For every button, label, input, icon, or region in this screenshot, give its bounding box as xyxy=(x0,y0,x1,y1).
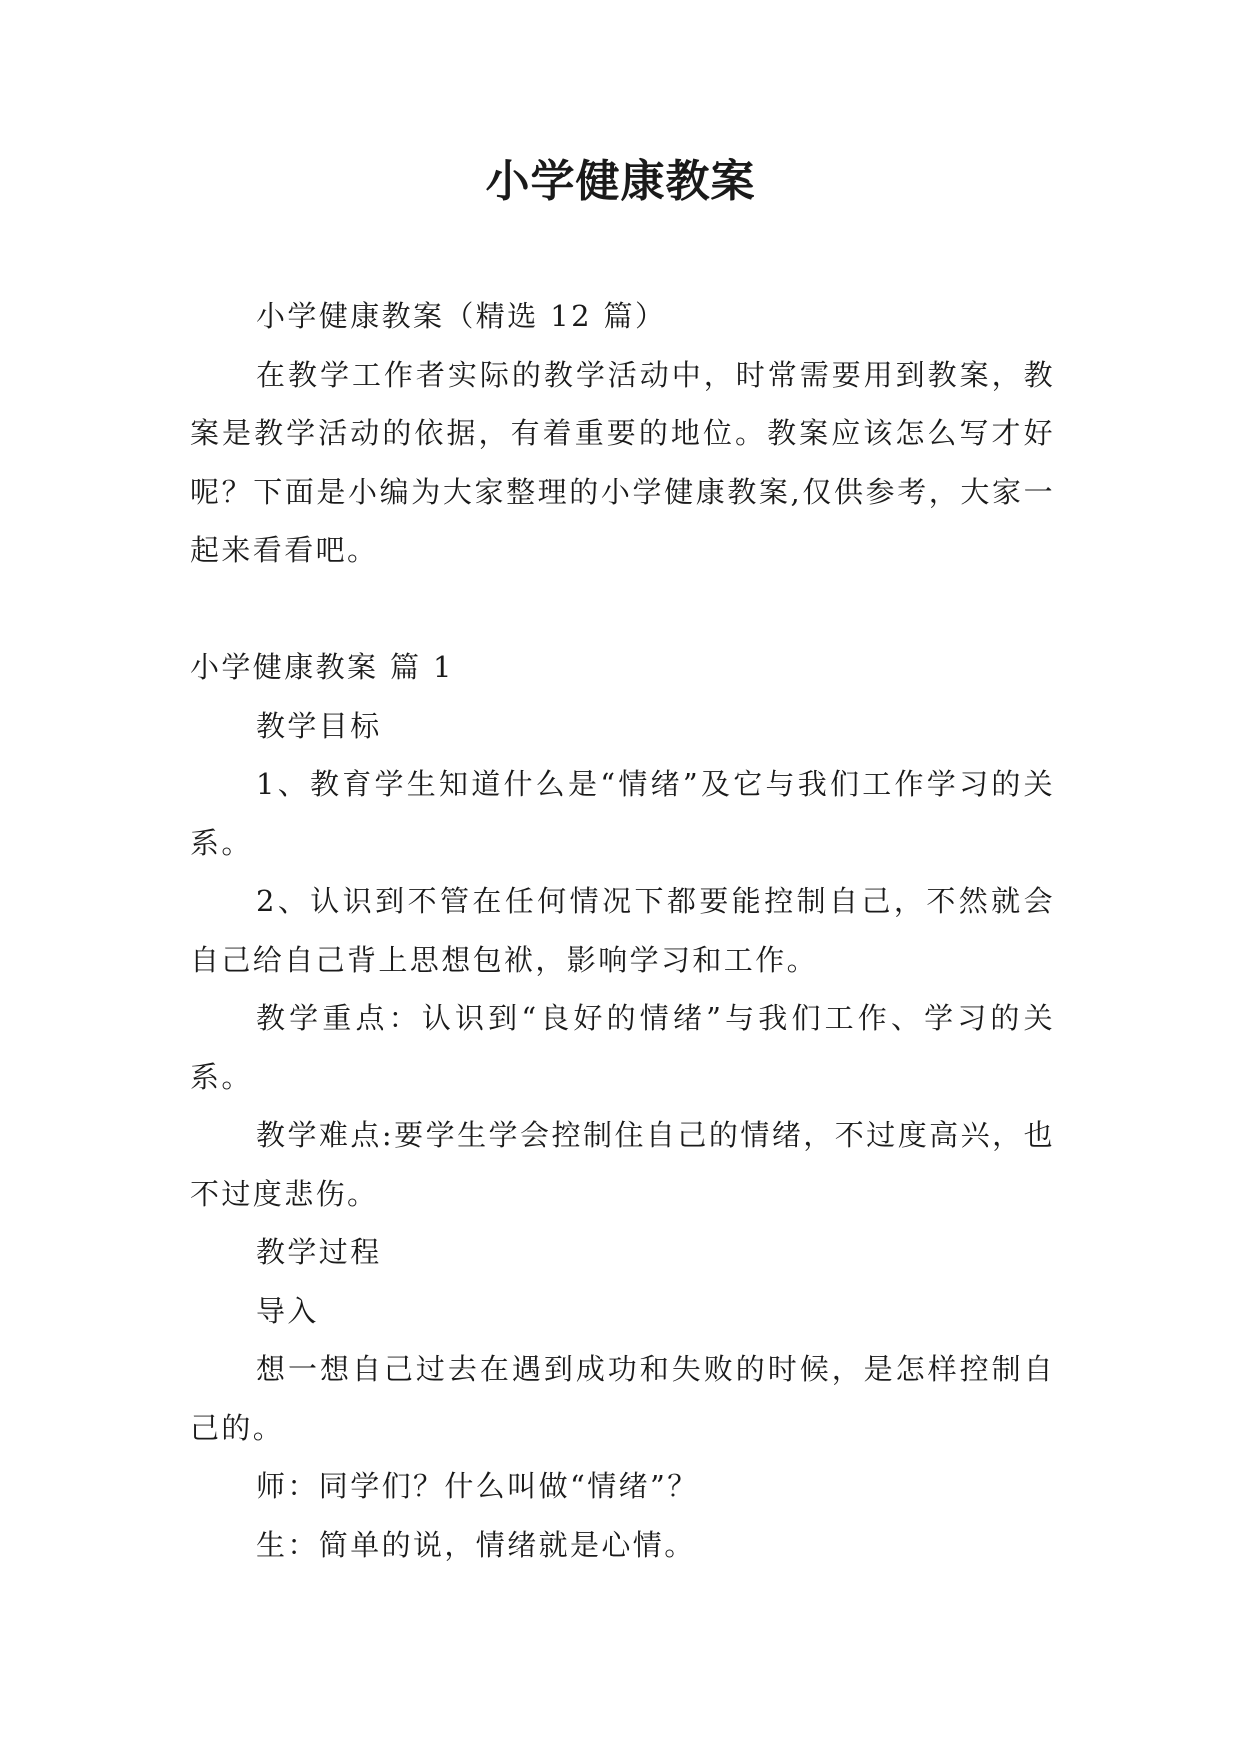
section-heading: 小学健康教案 篇 1 xyxy=(190,650,454,684)
paragraph-gap xyxy=(190,580,1055,639)
teacher-question: 师：同学们？什么叫做“情绪”？ xyxy=(256,1469,699,1503)
document-body xyxy=(190,287,1055,1574)
goal-2-paragraph: 2、认识到不管在任何情况下都要能控制自己，不然就会自己给自己背上思想包袱，影响学习和工作。 xyxy=(190,884,1055,977)
difficulty-paragraph: 教学难点:要学生学会控制住自己的情绪，不过度高兴，也不过度悲伤。 xyxy=(190,1118,1055,1211)
process-heading: 教学过程 xyxy=(256,1235,382,1269)
subtitle-paragraph: 小学健康教案（精选 12 篇） xyxy=(256,299,667,333)
reflect-paragraph: 想一想自己过去在遇到成功和失败的时候，是怎样控制自己的。 xyxy=(190,1352,1055,1445)
intro-heading: 导入 xyxy=(256,1293,319,1328)
document-title: 小学健康教案 xyxy=(485,156,756,207)
intro-paragraph: 在教学工作者实际的教学活动中，时常需要用到教案，教案是教学活动的依据，有着重要的地位。教案应该怎么写才好呢？下面是小编为大家整理的小学健康教案,仅供参考，大家一起来看看吧。 xyxy=(190,357,1055,567)
student-answer: 生：简单的说，情绪就是心情。 xyxy=(256,1527,696,1562)
goals-heading: 教学目标 xyxy=(256,708,382,743)
goal-1-paragraph: 1、教育学生知道什么是“情绪”及它与我们工作学习的关系。 xyxy=(190,767,1055,860)
key-point-paragraph: 教学重点：认识到“良好的情绪”与我们工作、学习的关系。 xyxy=(190,1001,1055,1094)
